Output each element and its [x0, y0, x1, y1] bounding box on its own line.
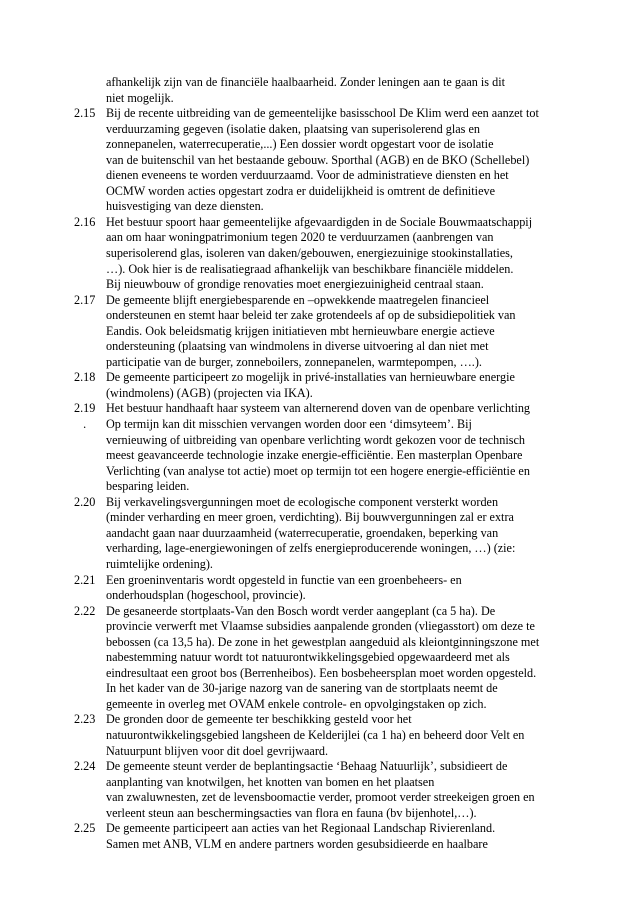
paragraph-text [106, 215, 574, 293]
text-line: nabestemming natuur wordt tot natuurontwikkelingsgebied opgewaardeerd met als [106, 650, 510, 665]
text-line: gemeente in overleg met OVAM enkele controle- en opvolgingstaken op zich. [106, 696, 487, 711]
text-line: Bij nieuwbouw of grondige renovaties moet energiezuinigheid centraal staan. [106, 277, 484, 292]
text-line: aandacht gaan naar duurzaamheid (waterrecuperatie, groendaken, beperking van [106, 525, 499, 540]
text-line: …). Ook hier is de realisatiegraad afhankelijk van beschikbare financiële middelen. [106, 261, 514, 276]
paragraph-number: 2.21 [74, 572, 96, 587]
text-line: OCMW worden acties opgestart zodra er duidelijkheid is omtrent de definitieve [106, 183, 495, 198]
numbered-paragraph [74, 759, 574, 821]
text-line: ondersteunen en stemt haar beleid ter zake grotendeels af op de subsidiepolitiek van [106, 308, 516, 323]
paragraph-text [106, 759, 574, 821]
text-line: aanplanting van knotwilgen, het knotten van bomen en het plaatsen [106, 774, 435, 789]
text-line: Eandis. Ook beleidsmatig krijgen initiatieven mbt hernieuwbare energie actieve [106, 323, 495, 338]
numbered-paragraph [74, 604, 574, 713]
paragraph-number: 2.19 . [74, 401, 96, 432]
text-line: niet mogelijk. [106, 90, 174, 105]
text-line: Bij de recente uitbreiding van de gemeentelijke basisschool De Klim werd een aanzet tot [106, 106, 539, 121]
paragraph-number [74, 75, 106, 106]
text-line: De gesaneerde stortplaats-Van den Bosch wordt verder aangeplant (ca 5 ha). De [106, 603, 496, 618]
text-line: Samen met ANB, VLM en andere partners worden gesubsidieerde en haalbare [106, 836, 488, 851]
numbered-paragraph [74, 370, 574, 401]
paragraph-number: 2.17 [74, 292, 96, 307]
text-line: De gemeente participeert aan acties van het Regionaal Landschap Rivierenland. [106, 821, 496, 836]
text-line: huisvestiging van deze diensten. [106, 199, 264, 214]
paragraph-text [106, 712, 574, 759]
paragraph-text [106, 293, 574, 371]
text-line: Natuurpunt blijven voor dit doel gevrijwaard. [106, 743, 329, 758]
numbered-paragraph [74, 712, 574, 759]
paragraph-number: 2.20 [74, 494, 96, 509]
text-line: aan om haar woningpatrimonium tegen 2020 te verduurzamen (aanbrengen van [106, 230, 494, 245]
numbered-paragraph [74, 293, 574, 371]
text-line: afhankelijk zijn van de financiële haalbaarheid. Zonder leningen aan te gaan is dit [106, 75, 505, 89]
text-line: Verlichting (van analyse tot actie) moet op termijn tot een hogere energie-efficiëntie en [106, 463, 530, 478]
paragraph-text [106, 821, 574, 852]
text-line: participatie van de burger, zonneboilers, zonnepanelen, warmtepompen, ….). [106, 354, 482, 369]
text-line: verduurzaming gegeven (isolatie daken, plaatsing van superisolerend glas en [106, 121, 480, 136]
numbered-paragraph [74, 215, 574, 293]
paragraph-text [106, 495, 574, 573]
text-line: natuurontwikkelingsgebied langsheen de Kelderijlei (ca 1 ha) en beheerd door Velt en [106, 727, 525, 742]
text-line: van zwaluwnesten, zet de levensboomactie verder, promoot verder streekeigen groen en [106, 790, 535, 805]
paragraph-text [106, 106, 574, 215]
paragraph-number: 2.18 [74, 370, 96, 385]
numbered-paragraph [74, 401, 574, 494]
paragraph-number: 2.24 [74, 759, 96, 774]
paragraph-text [106, 401, 574, 494]
text-line: De gemeente participeert zo mogelijk in privé-installaties van hernieuwbare energie [106, 370, 515, 385]
text-line: besparing leiden. [106, 479, 190, 494]
text-line: vernieuwing of uitbreiding van openbare verlichting wordt gekozen voor de technisch [106, 432, 525, 447]
text-line: verleent steun aan beschermingsacties van flora en fauna (bv bijenhotel,…). [106, 805, 477, 820]
paragraph-text [106, 573, 574, 604]
text-line: In het kader van de 30-jarige nazorg van de sanering van de stortplaats neemt de [106, 681, 498, 696]
text-line: van de buitenschil van het bestaande gebouw. Sporthal (AGB) en de BKO (Schellebel) [106, 152, 530, 167]
text-line: ondersteuning (plaatsing van windmolens in diverse uitvoering al dan niet met [106, 339, 489, 354]
paragraph-number: 2.25 [74, 821, 96, 836]
text-line: (minder verharding en meer groen, verdichting). Bij bouwvergunningen zal er extra [106, 510, 514, 525]
text-line: ruimtelijke ordening). [106, 556, 213, 571]
continued-paragraph [74, 75, 574, 106]
text-line: bebossen (ca 13,5 ha). De zone in het gewestplan aangeduid als kleiontginningszone met [106, 634, 540, 649]
numbered-paragraph [74, 106, 574, 215]
text-line: superisolerend glas, isoleren van daken/gebouwen, energiezuinige stookinstallaties, [106, 246, 513, 261]
text-line: provincie verwerft met Vlaamse subsidies aanpalende gronden (vliegasstort) om deze te [106, 619, 535, 634]
paragraph-text [106, 370, 574, 401]
numbered-paragraph [74, 821, 574, 852]
paragraph-text [106, 604, 574, 713]
text-line: De gemeente blijft energiebesparende en –opwekkende maatregelen financieel [106, 292, 490, 307]
paragraph-number: 2.16 [74, 214, 96, 229]
paragraph-number: 2.15 [74, 106, 96, 121]
text-line: De gronden door de gemeente ter beschikking gesteld voor het [106, 712, 412, 727]
text-line: zonnepanelen, waterrecuperatie,...) Een dossier wordt opgestart voor de isolatie [106, 137, 494, 152]
text-line: onderhoudsplan (hogeschool, provincie). [106, 588, 306, 603]
text-line: Een groeninventaris wordt opgesteld in functie van een groenbeheers- en [106, 572, 462, 587]
numbered-paragraph [74, 495, 574, 573]
paragraph-number: 2.22 [74, 603, 96, 618]
paragraph-number: 2.23 [74, 712, 96, 727]
text-line: meest geavanceerde technologie inzake energie-efficiëntie. Een masterplan Openbare [106, 448, 523, 463]
numbered-paragraph [74, 573, 574, 604]
document-body [74, 75, 574, 852]
text-line: Het bestuur spoort haar gemeentelijke afgevaardigden in de Sociale Bouwmaatschappij [106, 214, 533, 229]
text-line: De gemeente steunt verder de beplantingsactie ‘Behaag Natuurlijk’, subsidieert de [106, 759, 508, 774]
text-line: verharding, lage-energiewoningen of zelfs energieproducerende woningen, …) (zie: [106, 541, 516, 556]
text-line: Op termijn kan dit misschien vervangen worden door een ‘dimsyteem’. Bij [106, 417, 472, 432]
text-line: (windmolens) (AGB) (projecten via IKA). [106, 385, 313, 400]
text-line: eindresultaat een groot bos (Berrenheibos). Een bosbeheersplan moet worden opgesteld. [106, 665, 537, 680]
text-line: dienen eveneens te worden verduurzaamd. Voor de administratieve diensten en het [106, 168, 509, 183]
text-line: Het bestuur handhaaft haar systeem van alternerend doven van de openbare verlichting [106, 401, 531, 416]
text-line: Bij verkavelingsvergunningen moet de ecologische component versterkt worden [106, 494, 499, 509]
paragraph-text [106, 75, 574, 106]
